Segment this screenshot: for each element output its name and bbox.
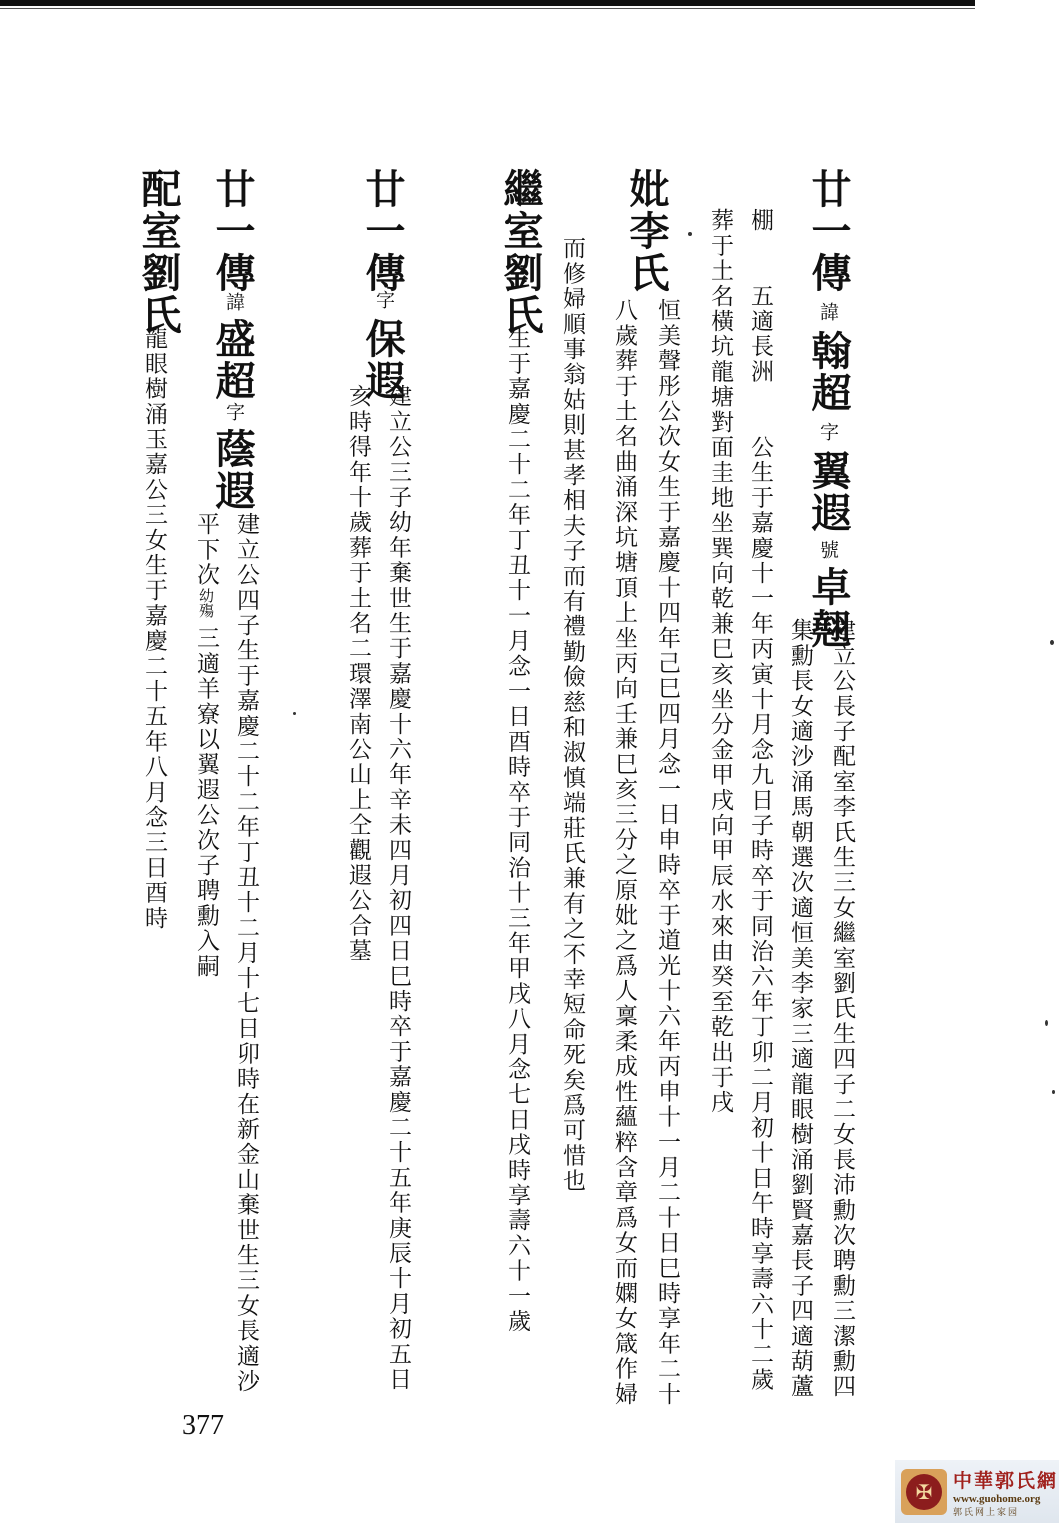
scan-speck: [293, 712, 296, 715]
entry-5-heading: 廿一傳: [209, 168, 256, 294]
watermark-title: 中華郭氏網: [953, 1469, 1059, 1492]
entry-4-text-line-1: 建立公三子幼年棄世生于嘉慶十六年辛未四月初四日巳時卒于嘉慶二十五年庚辰十月初五日: [385, 384, 411, 1392]
entry-1-text-line-4: 葬于土名橫坑龍塘對面圭地坐巽向乾兼巳亥坐分金甲戌向甲辰水來由癸至乾出于戌: [707, 208, 733, 1116]
entry-4-text-line-2: 亥時得年十歲葬于土名二環澤南公山上仝觀遐公合墓: [345, 384, 371, 964]
entry-1-label-courtesy-name: 字: [817, 422, 839, 441]
entry-4-courtesy-name: 保遐: [359, 318, 406, 402]
entry-3-heading: 繼室劉氏: [497, 168, 544, 336]
scan-speck: [688, 232, 692, 236]
entry-6-text-line-1: 龍眼樹涌玉嘉公三女生于嘉慶二十五年八月念三日酉時: [141, 326, 167, 931]
page-number: 377: [182, 1410, 224, 1441]
entry-2-text-line-2: 八歲葬于土名曲涌深坑塘頂上坐丙向壬兼巳亥三分之原妣之爲人稟柔成性蘊粹含章爲女而嫻女箴作婦: [611, 298, 637, 1407]
top-border-rule-thin: [0, 8, 975, 9]
entry-5-text-line-1: 建立公四子生于嘉慶二十二年丁丑十二月十七日卯時在新金山棄世生三女長適沙: [233, 512, 259, 1394]
entry-1-courtesy-name: 翼遐: [805, 450, 852, 534]
entry-1-art-name: 卓翹: [805, 566, 852, 650]
entry-6-heading: 配室劉氏: [135, 168, 182, 336]
entry-1-heading: 廿一傳: [805, 168, 852, 294]
entry-5-text-line-2: 平下次: [193, 512, 219, 588]
entry-2-heading: 妣李氏: [623, 168, 670, 294]
entry-5-text-line-3: 三適羊寮以翼遐公次子聘勳入嗣: [193, 626, 219, 979]
emblem-icon: [901, 1469, 947, 1515]
entry-5-note-died-young: 幼殤: [197, 588, 215, 618]
entry-5-given-name: 盛超: [209, 318, 256, 402]
watermark-logo: [895, 1460, 1059, 1523]
entry-5-label-courtesy-name: 字: [223, 402, 245, 421]
top-border-rule: [0, 0, 975, 6]
entry-1-text-line-3: 棚 五適長洲 公生于嘉慶十一年丙寅十月念九日子時卒于同治六年丁卯二月初十日午時享壽六十二歲: [747, 208, 773, 1393]
entry-5-courtesy-name: 蔭遐: [209, 428, 256, 512]
entry-1-text-line-1: 建立公長子配室李氏生三女繼室劉氏生四子二女長沛勳次聘勳三潔勳四: [829, 618, 855, 1400]
entry-3-text-line-1: 生于嘉慶二十二年丁丑十一月念一日酉時卒于同治十三年甲戌八月念七日戌時享壽六十一歲: [504, 326, 530, 1334]
scan-speck: [1052, 1090, 1055, 1094]
scan-speck: [1050, 640, 1054, 645]
entry-5-label-taboo-name: 諱: [223, 292, 245, 311]
entry-3-text-line-2: 而修婦順事翁姑則甚孝相夫子而有禮勤儉慈和淑慎端莊氏兼有之不幸短命死矣爲可惜也: [559, 236, 585, 1194]
entry-1-given-name: 翰超: [805, 330, 852, 414]
watermark-subtitle: 郭氏网上家园: [953, 1507, 1020, 1518]
scan-speck: [1045, 1020, 1048, 1026]
entry-1-label-art-name: 號: [817, 540, 839, 559]
entry-2-text-line-1: 恒美聲彤公次女生于嘉慶十四年己巳四月念一日申時卒于道光十六年丙申十一月二十日巳時享年二十: [654, 298, 680, 1407]
cross-emblem-icon: ✠: [906, 1474, 942, 1510]
entry-4-label-courtesy-name: 字: [373, 290, 395, 309]
entry-1-label-taboo-name: 諱: [817, 302, 839, 321]
entry-1-text-line-2: 集勳長女適沙涌馬朝選次適恒美李家三適龍眼樹涌劉賢嘉長子四適葫蘆: [787, 618, 813, 1400]
watermark-url: www.guohome.org: [953, 1492, 1041, 1505]
entry-4-heading: 廿一傳: [359, 168, 406, 294]
